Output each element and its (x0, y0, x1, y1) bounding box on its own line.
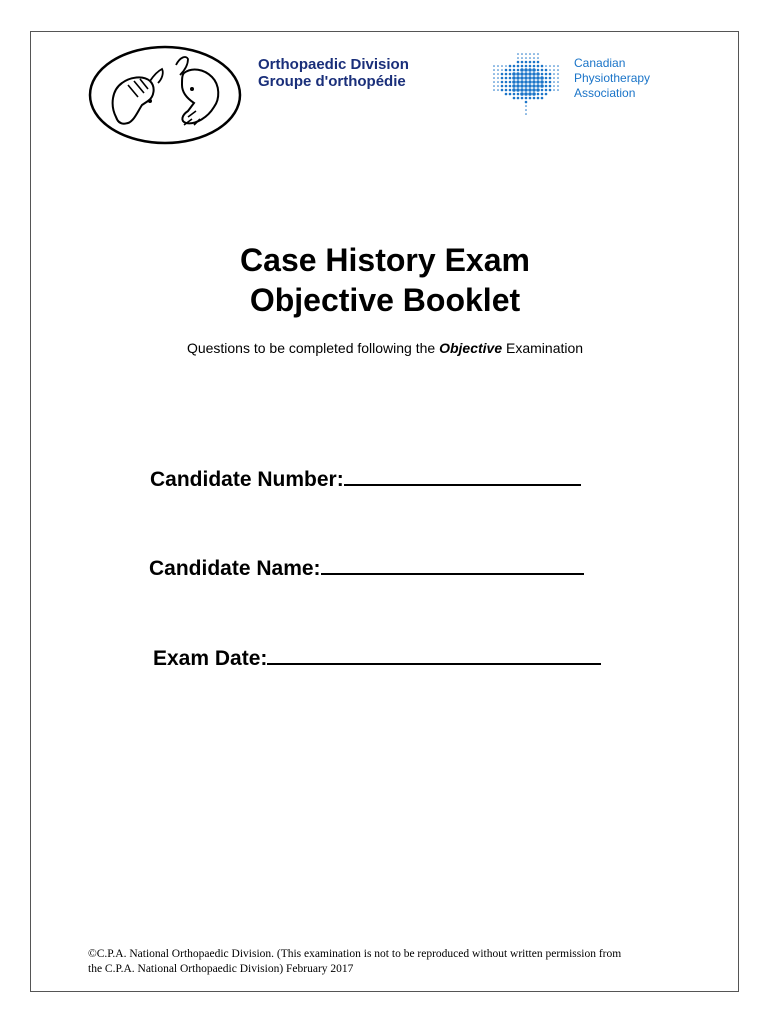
logo-dot (532, 76, 536, 80)
logo-dot (549, 65, 551, 67)
logo-dot (501, 65, 503, 67)
logo-dot (509, 69, 512, 72)
logo-dot (521, 97, 524, 100)
logo-dot (525, 97, 528, 100)
candidate-name-field (149, 551, 584, 581)
exam-date-label: Exam Date: (153, 647, 268, 670)
logo-dot (497, 73, 499, 75)
logo-dot (521, 61, 524, 64)
cpa-name-line3: Association (574, 86, 636, 100)
logo-dot (493, 81, 495, 83)
logo-dot (537, 53, 539, 55)
logo-dot (501, 81, 504, 84)
cpa-maple-leaf-icon (488, 52, 566, 118)
hands-logo-icon (88, 45, 242, 145)
logo-dot (497, 65, 499, 67)
logo-dot (524, 80, 528, 84)
logo-dot (553, 69, 555, 71)
logo-dot (549, 81, 552, 84)
logo-dot (532, 80, 536, 84)
logo-dot (517, 69, 520, 72)
logo-dot (557, 65, 559, 67)
division-name-french: Groupe d'orthopédie (258, 73, 406, 90)
logo-dot (533, 65, 536, 68)
logo-dot (497, 89, 499, 91)
logo-dot (549, 85, 552, 88)
candidate-number-blank[interactable] (344, 462, 581, 486)
title-line1: Case History Exam (240, 242, 530, 278)
logo-dot (517, 53, 519, 55)
subtitle-suffix: Examination (506, 340, 584, 356)
logo-dot (517, 93, 520, 96)
logo-dot (512, 72, 516, 76)
logo-dot (493, 73, 495, 75)
logo-dot (537, 65, 540, 68)
logo-dot (532, 92, 536, 96)
logo-dot (533, 97, 536, 100)
logo-dot (529, 61, 532, 64)
logo-dot (528, 80, 532, 84)
logo-dot (497, 85, 499, 87)
logo-dot (521, 65, 524, 68)
logo-dot (516, 80, 520, 84)
subtitle-emphasis: Objective (439, 340, 503, 356)
logo-dot (501, 85, 504, 88)
logo-dot (513, 93, 516, 96)
logo-dot (516, 84, 520, 88)
title-line2: Objective Booklet (249, 282, 521, 318)
logo-dot (541, 97, 544, 100)
logo-dot (512, 84, 516, 88)
logo-dot (536, 88, 540, 92)
logo-dot (553, 81, 555, 83)
logo-dot (541, 65, 544, 68)
logo-dot (509, 73, 512, 76)
logo-dot (540, 80, 544, 84)
logo-dot (525, 65, 528, 68)
logo-dot (525, 105, 527, 107)
logo-dot (549, 77, 552, 80)
logo-dot (493, 69, 495, 71)
logo-dot (497, 77, 499, 79)
logo-dot (536, 80, 540, 84)
logo-dot (520, 68, 524, 72)
logo-dot (516, 72, 520, 76)
division-name (258, 56, 409, 90)
logo-dot (528, 76, 532, 80)
logo-dot (521, 53, 523, 55)
logo-dot (529, 97, 532, 100)
candidate-number-label: Candidate Number: (150, 468, 344, 491)
document-title (0, 240, 770, 320)
logo-dot (509, 85, 512, 88)
logo-dot (524, 88, 528, 92)
logo-dot (537, 61, 540, 64)
logo-dot (536, 72, 540, 76)
logo-dot (516, 88, 520, 92)
logo-dot (517, 57, 519, 59)
logo-dot (520, 72, 524, 76)
logo-dot (537, 93, 540, 96)
logo-dot (520, 92, 524, 96)
logo-dot (545, 65, 547, 67)
logo-dot (505, 77, 508, 80)
logo-dot (520, 80, 524, 84)
cpa-name-line1: Canadian (574, 56, 626, 70)
logo-dot (512, 80, 516, 84)
logo-dot (528, 92, 532, 96)
logo-dot (528, 88, 532, 92)
logo-dot (512, 88, 516, 92)
logo-dot (509, 77, 512, 80)
logo-dot (529, 53, 531, 55)
logo-dot (540, 76, 544, 80)
logo-dot (497, 69, 499, 71)
logo-dot (509, 65, 512, 68)
logo-dot (549, 89, 552, 92)
logo-dot (521, 57, 523, 59)
logo-dot (557, 77, 559, 79)
logo-dot (545, 85, 548, 88)
footer-line1: ©C.P.A. National Orthopaedic Division. (This examination is not to be reproduced without written permission from (88, 948, 622, 960)
logo-dot (529, 57, 531, 59)
logo-dot (505, 93, 508, 96)
logo-dot (537, 97, 540, 100)
logo-dot (533, 57, 535, 59)
logo-dot (545, 93, 548, 96)
logo-dot (529, 65, 532, 68)
logo-dot (520, 88, 524, 92)
logo-dot (501, 77, 504, 80)
logo-dot (557, 89, 559, 91)
logo-dot (541, 69, 544, 72)
subtitle-prefix: Questions to be completed following the (186, 340, 436, 356)
cpa-name (574, 56, 650, 101)
logo-dot (536, 76, 540, 80)
logo-dot (532, 84, 536, 88)
logo-dot (545, 77, 548, 80)
logo-dot (501, 73, 504, 76)
logo-dot (517, 65, 520, 68)
logo-dot (553, 89, 555, 91)
logo-dot (533, 53, 535, 55)
candidate-name-blank[interactable] (321, 551, 584, 575)
logo-dot (524, 68, 528, 72)
logo-dot (512, 76, 516, 80)
logo-dot (505, 85, 508, 88)
logo-dot (553, 65, 555, 67)
logo-dot (557, 85, 559, 87)
logo-dot (557, 73, 559, 75)
logo-dot (524, 84, 528, 88)
logo-dot (525, 53, 527, 55)
page-frame (30, 31, 739, 992)
logo-dot (513, 69, 516, 72)
copyright-footer (88, 947, 708, 977)
logo-dot (528, 72, 532, 76)
exam-date-field (153, 641, 601, 671)
footer-line2: the C.P.A. National Orthopaedic Division) February 2017 (88, 963, 354, 975)
logo-dot (520, 84, 524, 88)
logo-dot (497, 81, 499, 83)
logo-dot (517, 97, 520, 100)
logo-dot (549, 73, 552, 76)
logo-dot (541, 73, 544, 76)
logo-dot (513, 97, 516, 100)
logo-dot (553, 73, 555, 75)
cpa-name-line2: Physiotherapy (574, 71, 651, 85)
logo-dot (553, 85, 555, 87)
logo-dot (545, 89, 548, 92)
logo-dot (537, 57, 539, 59)
logo-dot (525, 61, 528, 64)
logo-dot (493, 85, 495, 87)
exam-date-blank[interactable] (267, 641, 601, 665)
logo-dot (528, 68, 532, 72)
logo-dot (525, 113, 527, 115)
logo-dot (505, 81, 508, 84)
document-subtitle (0, 340, 770, 356)
logo-dot (553, 77, 555, 79)
logo-dot (528, 84, 532, 88)
logo-dot (493, 89, 495, 91)
logo-dot (505, 89, 508, 92)
logo-dot (533, 61, 536, 64)
logo-dot (505, 73, 508, 76)
logo-dot (541, 93, 544, 96)
logo-dot (525, 109, 527, 111)
logo-dot (541, 89, 544, 92)
logo-dot (524, 76, 528, 80)
logo-dot (545, 69, 548, 72)
candidate-name-label: Candidate Name: (149, 557, 321, 580)
logo-dot (493, 65, 495, 67)
division-name-english: Orthopaedic Division (258, 56, 409, 73)
logo-dot (549, 69, 551, 71)
logo-dot (501, 69, 503, 71)
logo-dot (517, 61, 520, 64)
logo-dot (557, 81, 559, 83)
logo-dot (540, 84, 544, 88)
logo-dot (525, 101, 528, 104)
logo-dot (536, 84, 540, 88)
logo-dot (545, 81, 548, 84)
logo-dot (524, 92, 528, 96)
logo-dot (525, 57, 527, 59)
logo-dot (532, 68, 536, 72)
logo-dot (509, 93, 512, 96)
candidate-number-field (150, 462, 581, 492)
logo-dot (557, 69, 559, 71)
logo-dot (532, 88, 536, 92)
logo-dot (493, 77, 495, 79)
logo-dot (513, 65, 516, 68)
logo-dot (505, 69, 508, 72)
logo-dot (532, 72, 536, 76)
logo-dot (524, 72, 528, 76)
logo-dot (537, 69, 540, 72)
logo-dot (509, 81, 512, 84)
logo-dot (509, 89, 512, 92)
logo-dot (505, 65, 507, 67)
logo-dot (501, 89, 504, 92)
logo-dot (545, 73, 548, 76)
logo-dot (516, 76, 520, 80)
logo-dot (520, 76, 524, 80)
